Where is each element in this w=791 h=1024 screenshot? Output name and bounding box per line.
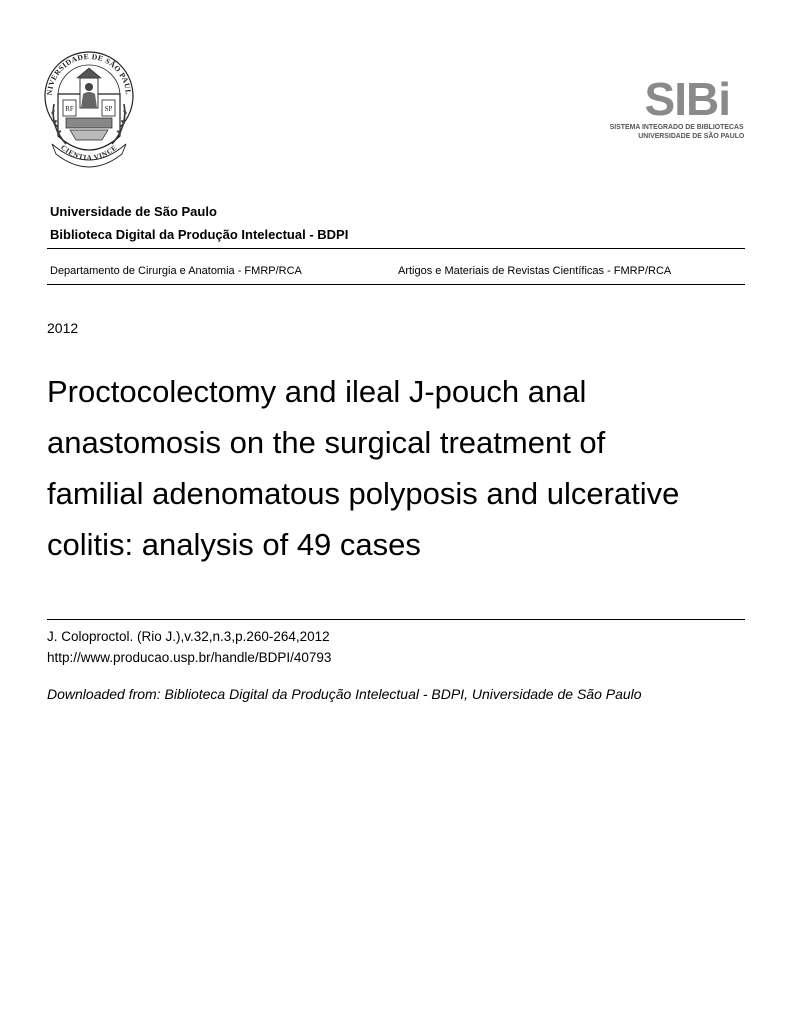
title-line-1: Proctocolectomy and ileal J-pouch anal [47,374,587,409]
sibi-logo-mark: SIBi [644,73,730,125]
sibi-logo [610,73,744,148]
journal-citation: J. Coloproctol. (Rio J.),v.32,n.3,p.260-264,2012 [47,629,330,644]
downloaded-from-note: Downloaded from: Biblioteca Digital da Produção Intelectual - BDPI, Universidade de São Paulo [47,686,642,702]
seal-ribbon-text: CIENTIA VINCE [59,143,119,163]
svg-text:SP: SP [104,105,113,113]
institution-name: Universidade de São Paulo [50,204,217,219]
collection-label: Artigos e Materiais de Revistas Científicas - FMRP/RCA [398,265,672,277]
sibi-logo-line1: SISTEMA INTEGRADO DE BIBLIOTECAS [610,122,744,131]
sibi-logo-line2: UNIVERSIDADE DE SÃO PAULO [637,131,744,140]
title-line-3: familial adenomatous polyposis and ulcerative [47,476,680,511]
document-title [47,366,747,570]
svg-text:RF: RF [65,105,74,113]
header-divider-bottom [47,284,745,285]
citation-divider [47,619,745,620]
header-divider-top [47,248,745,249]
handle-link[interactable]: http://www.producao.usp.br/handle/BDPI/40793 [47,650,332,665]
seal-ring-top-text: NIVERSIDADE DE SÃO PAUL [44,51,134,96]
usp-seal-icon [40,44,138,174]
title-line-4: colitis: analysis of 49 cases [47,527,421,562]
title-line-2: anastomosis on the surgical treatment of [47,425,606,460]
usp-seal-logo [40,44,138,174]
publication-year: 2012 [47,320,79,336]
library-name: Biblioteca Digital da Produção Intelectual - BDPI [50,227,349,242]
department-label: Departamento de Cirurgia e Anatomia - FMRP/RCA [50,265,302,277]
